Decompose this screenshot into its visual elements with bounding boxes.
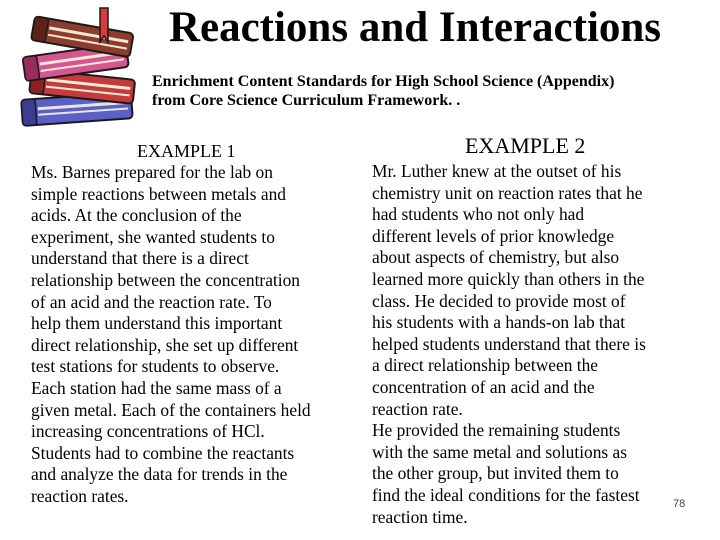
example-1-line: acids. At the conclusion of the xyxy=(31,205,242,226)
example-1-line: simple reactions between metals and xyxy=(31,183,286,204)
example-2-line: Mr. Luther knew at the outset of his xyxy=(372,161,622,181)
example-1-line: Students had to combine the reactants xyxy=(31,442,295,463)
subtitle-line-1: Enrichment Content Standards for High School Science (Appendix) xyxy=(152,73,615,90)
example-1-line: and analyze the data for trends in the xyxy=(31,464,288,485)
example-2-line: the other group, but invited them to xyxy=(372,463,619,484)
example-2-line: learned more quickly than others in the xyxy=(372,268,645,289)
example-2-line: chemistry unit on reaction rates that he xyxy=(372,182,643,203)
example-2-line: class. He decided to provide most of xyxy=(372,290,626,311)
example-2-line: about aspects of chemistry, but also xyxy=(372,247,620,268)
example-2-line: helped students understand that there is xyxy=(372,333,646,354)
example-1-line: direct relationship, she set up different xyxy=(31,334,299,355)
example-2-line: concentration of an acid and the xyxy=(372,376,595,397)
subtitle-line-2: from Core Science Curriculum Framework. . xyxy=(152,92,461,109)
example-2-line: reaction rate. xyxy=(372,398,463,419)
example-2-column xyxy=(372,130,712,528)
example-2-line: his students with a hands-on lab that xyxy=(372,312,626,333)
example-1-line: Ms. Barnes prepared for the lab on xyxy=(31,162,273,182)
example-2-line: a direct relationship between the xyxy=(372,355,598,376)
example-1-column xyxy=(31,140,361,508)
example-1-line: experiment, she wanted students to xyxy=(31,226,275,247)
example-1-line: given metal. Each of the containers held xyxy=(31,399,311,420)
example-2-line: He provided the remaining students xyxy=(372,420,621,441)
page-title: Reactions and Interactions xyxy=(168,4,662,51)
example-1-line: relationship between the concentration xyxy=(31,269,300,290)
books-icon xyxy=(8,2,148,130)
example-2-line: reaction time. xyxy=(372,506,468,527)
example-2-line: with the same metal and solutions as xyxy=(372,441,628,462)
example-1-line: reaction rates. xyxy=(31,485,129,506)
example-1-heading: EXAMPLE 1 xyxy=(137,141,236,161)
example-1-line: understand that there is a direct xyxy=(31,248,249,269)
example-1-line: test stations for students to observe. xyxy=(31,356,280,377)
page-number: 78 xyxy=(673,498,686,510)
example-2-line: had students who not only had xyxy=(372,204,585,225)
example-1-line: Each station had the same mass of a xyxy=(31,377,282,398)
example-2-line: find the ideal conditions for the fastest xyxy=(372,484,640,505)
example-1-line: help them understand this important xyxy=(31,313,283,334)
example-2-line: different levels of prior knowledge xyxy=(372,225,615,246)
example-1-line: of an acid and the reaction rate. To xyxy=(31,291,272,312)
example-1-line: increasing concentrations of HCl. xyxy=(31,421,265,442)
subtitle xyxy=(152,72,712,110)
example-2-heading: EXAMPLE 2 xyxy=(465,133,586,158)
